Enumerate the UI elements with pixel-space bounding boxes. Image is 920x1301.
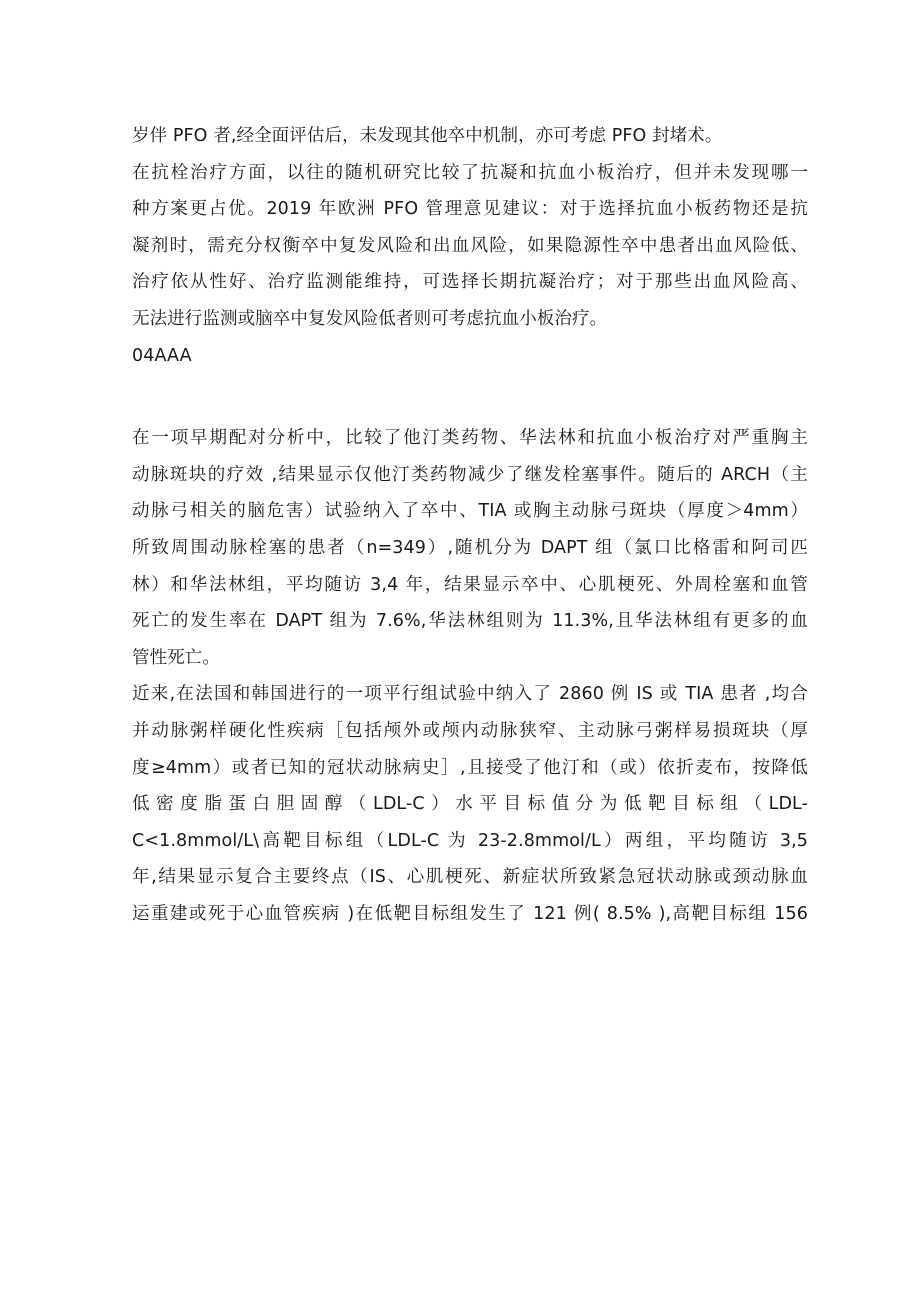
section-heading: 04AAA (132, 345, 192, 366)
text-line: 无法进行监测或脑卒中复发风险低者则可考虑抗血小板治疗。 (132, 308, 608, 329)
text-line: 并动脉粥样硬化性疾病［包括颅外或颅内动脉狭窄、主动脉弓粥样易损斑块（厚 (132, 720, 808, 741)
text-line: 死亡的发生率在 DAPT 组为 7.6%,华法林组则为 11.3%,且华法林组有更多的血 (132, 611, 808, 632)
paragraph-2 (132, 155, 808, 338)
text-line: 林）和华法林组，平均随访 3,4 年，结果显示卒中、心肌梗死、外周栓塞和血管 (132, 574, 808, 595)
text-line: 动脉斑块的疗效 ,结果显示仅他汀类药物减少了继发栓塞事件。随后的 ARCH（主 (132, 464, 808, 485)
text-line: 度≥4mm）或者已知的冠状动脉病史］,且接受了他汀和（或）依折麦布，按降低 (132, 757, 808, 778)
text-line: 种方案更占优。2019 年欧洲 PFO 管理意见建议：对于选择抗血小板药物还是抗 (132, 199, 808, 220)
text-line: 年,结果显示复合主要终点（IS、心肌梗死、新症状所致紧急冠状动脉或颈动脉血 (132, 867, 808, 888)
paragraph-4 (132, 676, 808, 932)
blank-spacer (132, 374, 808, 420)
text-line: 在抗栓治疗方面，以往的随机研究比较了抗凝和抗血小板治疗，但并未发现哪一 (132, 162, 808, 183)
text-line: C<1.8mmol/L\高靶目标组（LDL-C 为 23-2.8mmol/L）两组，平均随访 3,5 (132, 830, 808, 851)
text-line: 近来,在法国和韩国进行的一项平行组试验中纳入了 2860 例 IS 或 TIA 患者 ,均合 (132, 684, 808, 705)
text-line: 所致周围动脉栓塞的患者（n=349）,随机分为 DAPT 组（氯口比格雷和阿司匹 (132, 537, 808, 558)
text-line: 管性死亡。 (132, 647, 220, 668)
text-line: 运重建或死于心血管疾病 )在低靶目标组发生了 121 例( 8.5% ),高靶目标组 156 (132, 903, 808, 924)
text-line: 在一项早期配对分析中，比较了他汀类药物、华法林和抗血小板治疗对严重胸主 (132, 428, 808, 449)
document-body (132, 118, 808, 932)
text-line: 治疗依从性好、治疗监测能维持，可选择长期抗凝治疗；对于那些出血风险高、 (132, 272, 808, 293)
text-line: 凝剂时，需充分权衡卒中复发风险和出血风险，如果隐源性卒中患者出血风险低、 (132, 235, 808, 256)
text-line: 动脉弓相关的脑危害）试验纳入了卒中、TIA 或胸主动脉弓斑块（厚度＞4mm） (132, 501, 808, 522)
text-line: 低密度脂蛋白胆固醇（LDL-C）水平目标值分为低靶目标组（LDL- (132, 794, 808, 815)
paragraph-3 (132, 420, 808, 676)
text-line: 岁伴 PFO 者,经全面评估后，未发现其他卒中机制，亦可考虑 PFO 封堵术。 (132, 126, 723, 146)
paragraph-1 (132, 118, 808, 155)
